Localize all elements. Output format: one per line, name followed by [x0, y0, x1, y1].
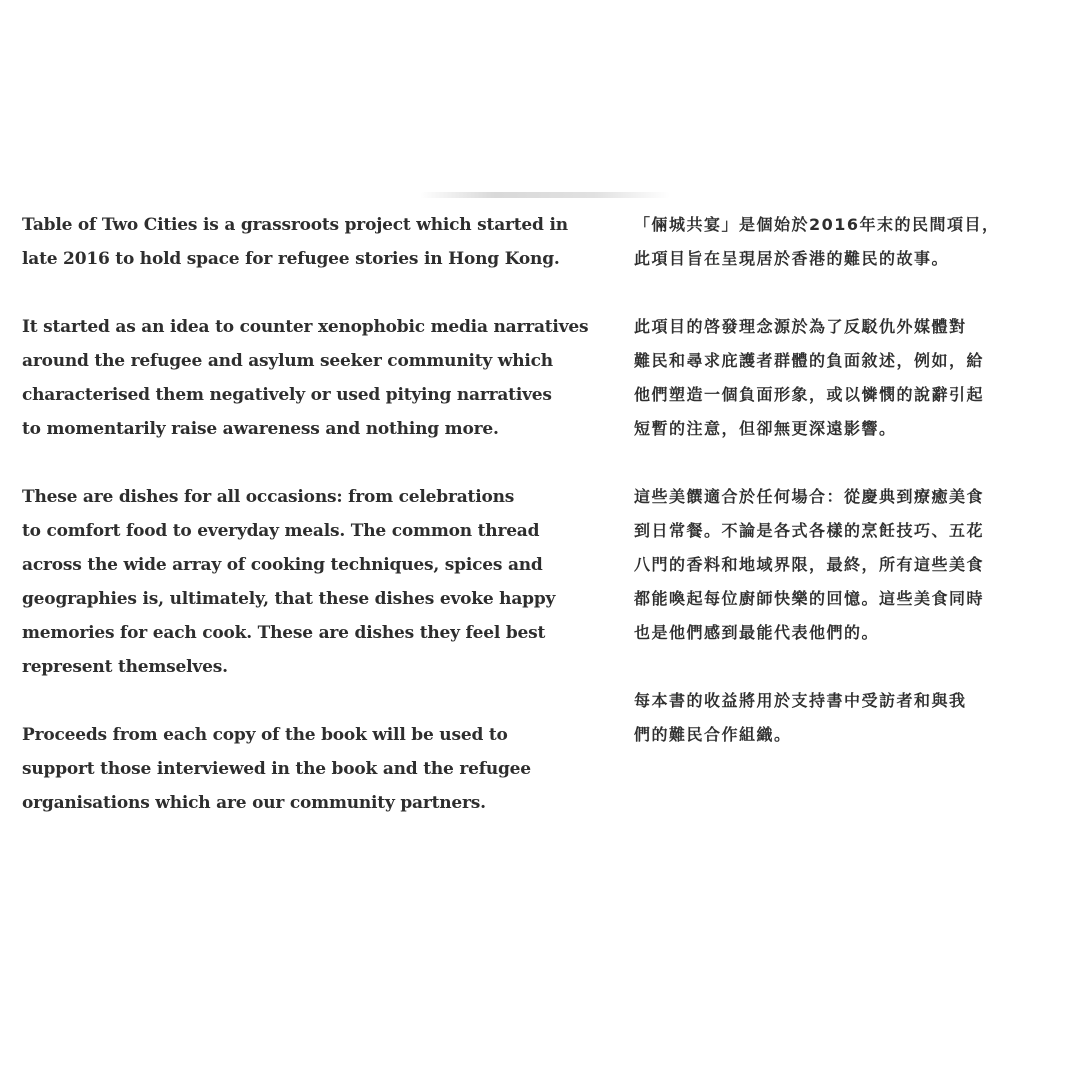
chinese-paragraph-1: [634, 208, 1054, 276]
text-line: 都能喚起每位廚師快樂的回憶。這些美食同時: [634, 589, 985, 608]
text-line: Table of Two Cities is a grassroots project which started in: [22, 215, 568, 235]
english-column: [22, 208, 589, 820]
text-line: 此項目旨在呈現居於香港的難民的故事。: [634, 249, 950, 268]
text-line: to momentarily raise awareness and nothing more.: [22, 419, 499, 439]
text-line: to comfort food to everyday meals. The common thread: [22, 521, 540, 541]
text-line: Proceeds from each copy of the book will be used to: [22, 725, 508, 745]
chinese-paragraph-3: [634, 480, 1054, 650]
text-line: 八門的香料和地域界限，最終，所有這些美食: [634, 555, 985, 574]
english-paragraph-2: [22, 310, 589, 446]
text-line: 難民和尋求庇護者群體的負面敘述，例如，給: [634, 351, 985, 370]
text-line: support those interviewed in the book and the refugee: [22, 759, 531, 779]
text-line: memories for each cook. These are dishes they feel best: [22, 623, 546, 643]
chinese-column: [634, 208, 1054, 752]
cropped-text-fragment: [420, 192, 670, 198]
text-line: 到日常餐。不論是各式各樣的烹飪技巧、五花: [634, 521, 985, 540]
english-paragraph-1: [22, 208, 582, 276]
text-line: 「倆城共宴」是個始於2016年末的民間項目，: [634, 215, 1000, 234]
text-line: 他們塑造一個負面形象，或以憐憫的說辭引起: [634, 385, 985, 404]
text-line: 也是他們感到最能代表他們的。: [634, 623, 880, 642]
text-line: geographies is, ultimately, that these dishes evoke happy: [22, 589, 556, 609]
text-line: late 2016 to hold space for refugee stories in Hong Kong.: [22, 249, 560, 269]
english-paragraph-4: [22, 718, 582, 820]
text-line: 此項目的啓發理念源於為了反駁仇外媒體對: [634, 317, 967, 336]
english-paragraph-3: [22, 480, 582, 684]
text-line: around the refugee and asylum seeker community which: [22, 351, 553, 371]
chinese-paragraph-4: [634, 684, 1054, 752]
text-line: organisations which are our community partners.: [22, 793, 486, 813]
text-line: characterised them negatively or used pitying narratives: [22, 385, 552, 405]
text-line: It started as an idea to counter xenophobic media narratives: [22, 317, 589, 337]
text-line: 們的難民合作組織。: [634, 725, 792, 744]
text-line: These are dishes for all occasions: from celebrations: [22, 487, 515, 507]
text-line: represent themselves.: [22, 657, 228, 677]
text-line: 短暫的注意，但卻無更深遠影響。: [634, 419, 897, 438]
text-line: 每本書的收益將用於支持書中受訪者和與我: [634, 691, 967, 710]
text-line: across the wide array of cooking techniques, spices and: [22, 555, 543, 575]
text-line: 這些美饌適合於任何場合：從慶典到療癒美食: [634, 487, 985, 506]
chinese-paragraph-2: [634, 310, 1054, 446]
